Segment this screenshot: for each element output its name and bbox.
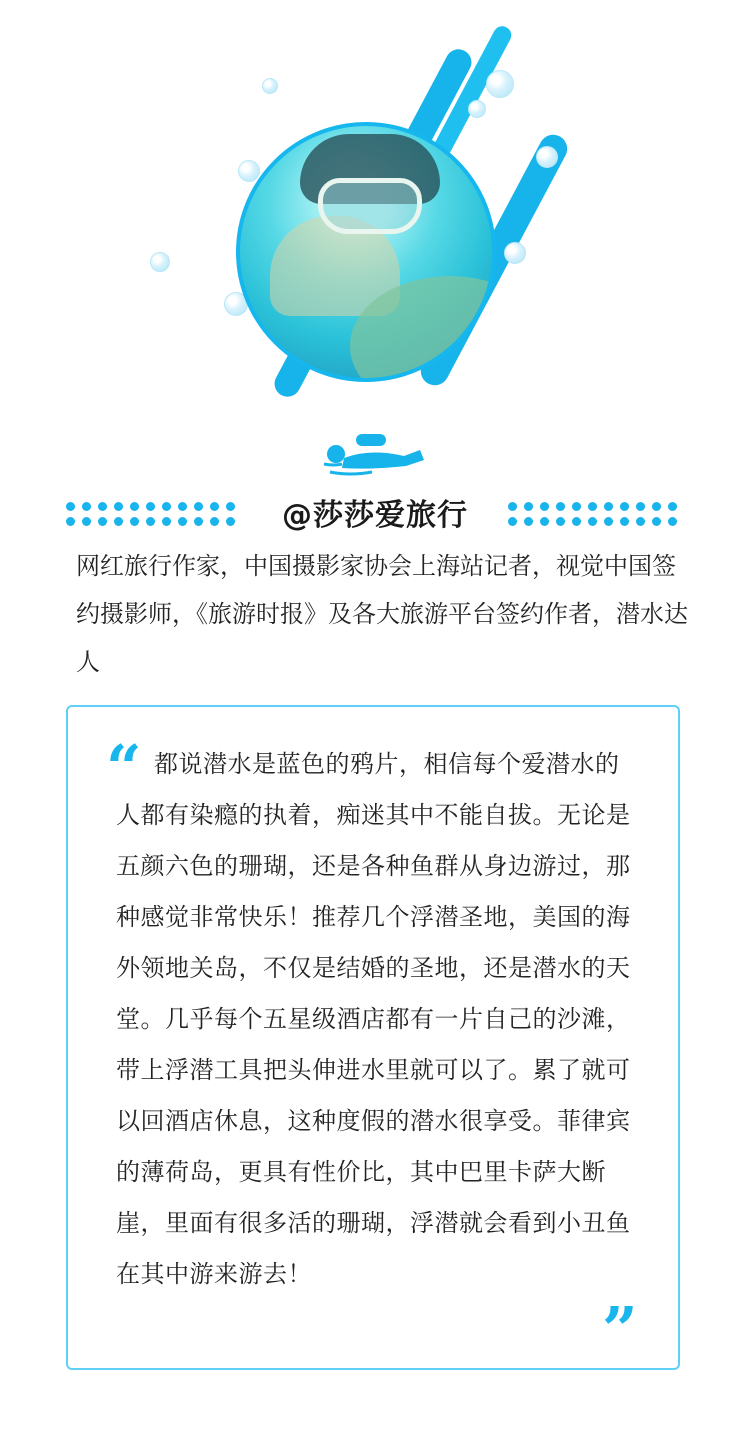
open-quote-icon: “ bbox=[106, 731, 142, 804]
bubble bbox=[238, 160, 260, 182]
scuba-diver-icon bbox=[320, 430, 430, 480]
profile-name: @莎莎爱旅行 bbox=[282, 498, 468, 533]
bubble bbox=[536, 146, 558, 168]
close-quote-icon: ” bbox=[602, 1293, 638, 1366]
hero-graphic bbox=[0, 0, 750, 420]
diving-mask bbox=[318, 178, 422, 234]
quote-box bbox=[66, 705, 680, 1370]
profile-bio: 网红旅行作家，中国摄影家协会上海站记者，视觉中国签约摄影师，《旅游时报》及各大旅游平台签约作者，潜水达人 bbox=[76, 552, 688, 676]
bubble bbox=[262, 78, 278, 94]
bubble bbox=[504, 242, 526, 264]
avatar bbox=[236, 122, 496, 382]
dot-divider-right bbox=[508, 500, 683, 528]
bubble bbox=[486, 70, 514, 98]
quote-text: 都说潜水是蓝色的鸦片，相信每个爱潜水的人都有染瘾的执着，痴迷其中不能自拔。无论是五颜六色的珊瑚，还是各种鱼群从身边游过，那种感觉非常快乐！推荐几个浮潜圣地，美国的海外领地关岛，不仅是结婚的圣地，还是潜水的天堂。几乎每个五星级酒店都有一片自己的沙滩，带上浮潜工具把头伸进水里就可以了。累了就可以回酒店休息，这种度假的潜水很享受。菲律宾的薄荷岛，更具有性价比，其中巴里卡萨大断崖，里面有很多活的珊瑚，浮潜就会看到小丑鱼在其中游来游去！ bbox=[116, 750, 631, 1288]
bubble bbox=[468, 100, 486, 118]
bubble bbox=[150, 252, 170, 272]
